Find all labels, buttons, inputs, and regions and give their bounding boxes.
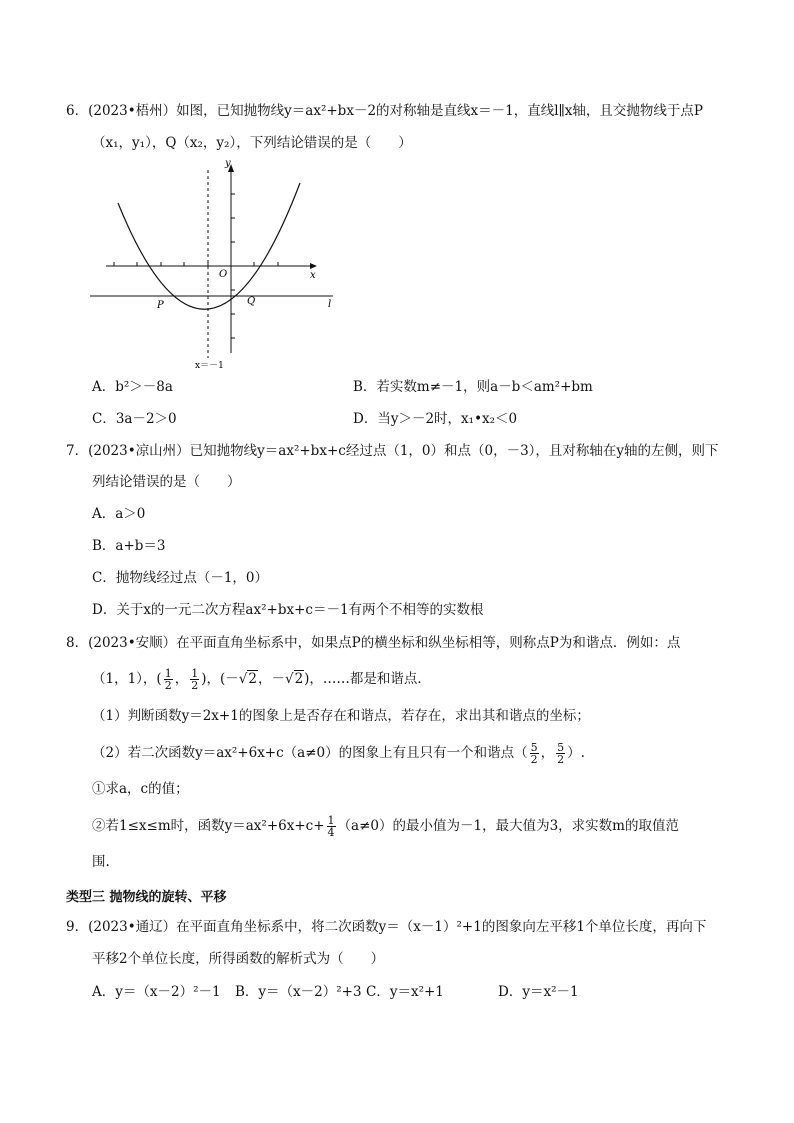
- q8-stem-line2: （1，1），( $\frac{1}{2}$ ， $\frac{1}{2}$ )，(－√2，－√2)，……都是和谐点．: [92, 667, 431, 692]
- q8-sub2: ②若1≤x≤m时，函数y＝ax²+6x+c+ $\frac{1}{4}$ （a≠0）的最小值为－1，最大值为3，求实数m的取值范: [92, 814, 679, 839]
- q6-option-c[interactable]: C．3a－2＞0: [92, 411, 177, 427]
- q6-stem-line2: （x₁，y₁），Q（x₂，y₂），下列结论错误的是（ ）: [92, 135, 412, 151]
- y-axis-label: y: [225, 158, 231, 169]
- q7-stem-line2: 列结论错误的是（ ）: [92, 474, 241, 490]
- line-l-label: l: [328, 299, 332, 310]
- q7-option-a[interactable]: A．a＞0: [92, 506, 146, 522]
- q8-sub1: ①求a，c的值；: [92, 781, 189, 797]
- q8-sub2-line2: 围.: [92, 854, 110, 870]
- point-q-label: Q: [247, 296, 256, 307]
- fraction-one-half: $\frac{1}{2}$: [191, 667, 199, 692]
- q9-stem-line2: 平移2个单位长度，所得函数的解析式为（ ）: [92, 951, 385, 967]
- sqrt-icon: √: [238, 671, 248, 687]
- point-p-label: P: [157, 300, 164, 311]
- q8-part2: （2）若二次函数y＝ax²+6x+c（a≠0）的图象上有且只有一个和谐点（ $\frac{5}{2}$ ， $\frac{5}{2}$ ）.: [92, 741, 585, 766]
- origin-label: O: [219, 269, 228, 280]
- q9-stem-line1: 9．(2023•通辽）在平面直角坐标系中，将二次函数y＝（x－1）²+1的图象向左平移1个单位长度，再向下: [66, 919, 707, 935]
- fraction-one-half: $\frac{1}{2}$: [164, 667, 172, 692]
- q8-line2-start: （1，1），(: [92, 671, 162, 687]
- q7-option-b[interactable]: B．a+b＝3: [92, 538, 166, 554]
- q9-option-a[interactable]: A．y＝（x－2）²－1: [92, 984, 221, 1000]
- q6-stem-line1: 6．(2023•梧州）如图，已知抛物线y＝ax²+bx－2的对称轴是直线x＝－1，直线l∥x轴，且交抛物线于点P: [66, 103, 703, 119]
- sqrt-icon: √: [284, 671, 294, 687]
- q9-option-d[interactable]: D．y＝x²－1: [498, 984, 579, 1000]
- section-heading: 类型三 抛物线的旋转、平移: [66, 890, 227, 905]
- q6-parabola-graph: [88, 158, 348, 373]
- x-axis-label: x: [310, 270, 316, 281]
- fraction-five-halves: $\frac{5}{2}$: [530, 741, 538, 766]
- q6-option-b[interactable]: B．若实数m≠－1，则a－b＜am²+bm: [353, 379, 593, 395]
- q6-option-d[interactable]: D．当y＞－2时，x₁•x₂＜0: [353, 411, 518, 427]
- q8-stem-line1: 8．(2023•安顺）在平面直角坐标系中，如果点P的横坐标和纵坐标相等，则称点P为和谐点．例如：点: [66, 635, 681, 651]
- q9-option-c[interactable]: C．y＝x²+1: [366, 984, 444, 1000]
- q7-option-c[interactable]: C．抛物线经过点（－1，0）: [92, 570, 269, 586]
- q9-option-b[interactable]: B．y＝（x－2）²+3: [235, 984, 362, 1000]
- q7-option-d[interactable]: D．关于x的一元二次方程ax²+bx+c＝－1有两个不相等的实数根: [92, 602, 484, 618]
- fraction-five-halves: $\frac{5}{2}$: [557, 741, 565, 766]
- fraction-one-quarter: $\frac{1}{4}$: [327, 814, 335, 839]
- q8-part1: （1）判断函数y＝2x+1的图象上是否存在和谐点，若存在，求出其和谐点的坐标；: [92, 708, 590, 724]
- q7-stem-line1: 7．(2023•凉山州）已知抛物线y＝ax²+bx+c经过点（1，0）和点（0，－3），且对称轴在y轴的左侧，则下: [66, 443, 719, 459]
- q6-option-a[interactable]: A．b²＞－8a: [92, 379, 173, 395]
- axis-of-symmetry-label: x＝－1: [195, 361, 224, 371]
